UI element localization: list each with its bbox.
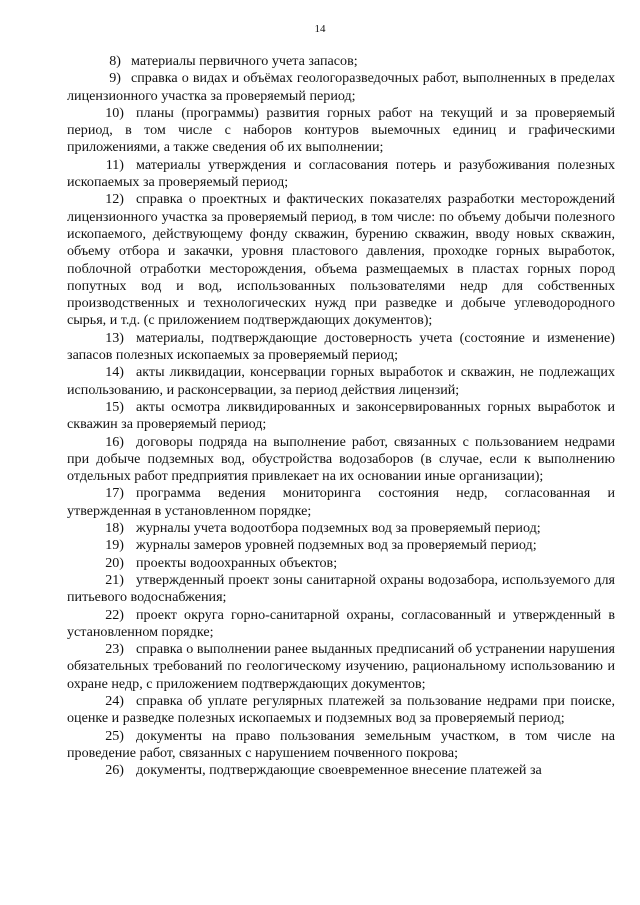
item-text: утвержденный проект зоны санитарной охраны водозабора, используемого для питьевого водоснабжения; <box>67 571 615 606</box>
item-text: журналы замеров уровней подземных вод за проверяемый период; <box>136 537 537 554</box>
item-number: 15) <box>105 398 124 415</box>
list-item <box>67 485 615 520</box>
list-item <box>67 70 615 105</box>
item-text: документы на право пользования земельным участком, в том числе на проведение работ, связанных с нарушением почвенного покрова; <box>67 727 615 761</box>
item-number: 22) <box>105 606 124 623</box>
item-text: акты осмотра ликвидированных и законсервированных горных выработок и скважин за проверяемый период; <box>67 398 615 433</box>
item-text: акты ликвидации, консервации горных выработок и скважин, не подлежащих использованию, и расконсервации, за период действия лицензий; <box>67 364 615 398</box>
item-number: 20) <box>105 554 124 571</box>
item-number: 17) <box>105 485 124 502</box>
list-item <box>67 399 615 434</box>
item-number: 19) <box>105 537 124 554</box>
item-text: документы, подтверждающие своевременное внесение платежей за <box>136 762 542 779</box>
list-item <box>67 572 615 607</box>
list-item <box>67 728 615 763</box>
list-item <box>67 641 615 693</box>
item-text: справка о видах и объёмах геологоразведочных работ, выполненных в пределах лицензионного участка за проверяемый период; <box>67 70 615 104</box>
list-item <box>67 53 615 70</box>
item-text: программа ведения мониторинга состояния недр, согласованная и утвержденная в установленном порядке; <box>67 485 615 519</box>
item-number: 11) <box>105 156 124 173</box>
item-number: 25) <box>105 727 124 744</box>
item-number: 13) <box>105 329 124 346</box>
list-item <box>67 330 615 365</box>
list-item <box>67 555 615 572</box>
list-item <box>67 191 615 329</box>
item-number: 14) <box>105 364 124 381</box>
item-text: договоры подряда на выполнение работ, связанных с пользованием недрами при добыче подземных вод, обустройства водозаборов (в случае, если к выполнению отдельных работ предприятия привлекает на их основании иные организации); <box>67 433 615 485</box>
list-item <box>67 364 615 399</box>
item-text: материалы первичного учета запасов; <box>131 53 358 69</box>
item-text: справка о проектных и фактических показателях разработки месторождений лицензионного участка за проверяемый период, в том числе: по объему добычи полезного ископаемого, действующему фонду скважин, бурению скважин, вводу новых скважин, объему отбора и закачки, уровня пластового давления, проходке горных выработок, поблочной отработки месторождения, объема размещаемых в пластах горных пород попутных вод и вод, использованных пользователями недр для собственных производственных и технологических нужд при разведке и добыче углеводородного сырья, и т.д. (с приложением подтверждающих документов); <box>67 191 615 329</box>
item-text: проект округа горно-санитарной охраны, согласованный и утвержденный в установленном порядке; <box>67 606 615 640</box>
list-item <box>67 157 615 192</box>
item-number: 21) <box>105 571 124 588</box>
item-number: 23) <box>105 641 124 658</box>
item-number: 10) <box>105 104 124 121</box>
item-text: планы (программы) развития горных работ на текущий и за проверяемый период, в том числе с наборов контуров выемочных единиц и графическими приложениями, а также сведения об их выполнении; <box>67 104 615 156</box>
item-number: 26) <box>105 762 124 779</box>
item-number: 16) <box>105 433 124 450</box>
item-number: 9) <box>109 70 121 87</box>
item-text: справка о выполнении ранее выданных предписаний об устранении нарушения обязательных требований по геологическому изучению, рациональному использованию и охране недр, с приложением подтверждающих документов; <box>67 641 615 692</box>
list-item <box>67 693 615 728</box>
page-number: 14 <box>314 23 326 35</box>
list-item <box>67 762 615 779</box>
item-text: проекты водоохранных объектов; <box>136 554 338 571</box>
item-number: 12) <box>105 191 124 208</box>
item-text: материалы, подтверждающие достоверность учета (состояние и изменение) запасов полезных ископаемых за проверяемый период; <box>67 329 615 364</box>
list-item <box>67 434 615 486</box>
item-number: 24) <box>105 692 124 709</box>
list-item <box>67 537 615 554</box>
item-number: 8) <box>109 53 121 69</box>
list-item <box>67 607 615 642</box>
list-item <box>67 105 615 157</box>
item-number: 18) <box>105 520 124 537</box>
item-text: материалы утверждения и согласования потерь и разубоживания полезных ископаемых за проверяемый период; <box>67 156 615 191</box>
item-text: журналы учета водоотбора подземных вод за проверяемый период; <box>136 520 541 537</box>
item-text: справка об уплате регулярных платежей за пользование недрами при поиске, оценке и разведке полезных ископаемых и подземных вод за проверяемый период; <box>67 692 615 727</box>
document-body <box>67 53 615 779</box>
list-item <box>67 520 615 537</box>
